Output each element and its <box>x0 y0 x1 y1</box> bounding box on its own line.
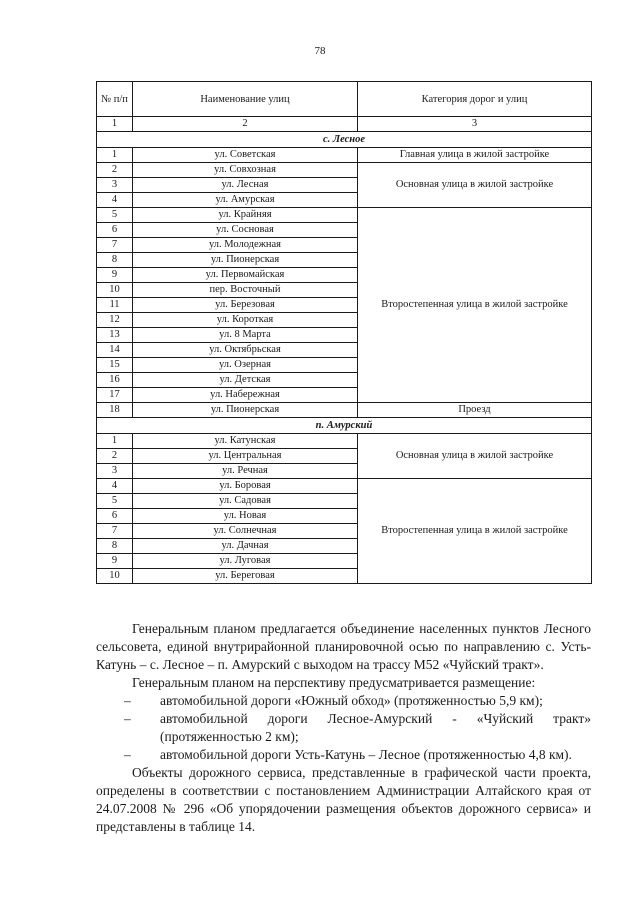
row-number: 6 <box>97 223 133 238</box>
bullet-list <box>96 692 591 764</box>
street-name: пер. Восточный <box>133 283 358 298</box>
street-name: ул. Береговая <box>133 569 358 584</box>
page-number: 78 <box>314 45 326 57</box>
street-name: ул. Озерная <box>133 358 358 373</box>
row-number: 5 <box>97 494 133 509</box>
row-number: 8 <box>97 539 133 554</box>
street-name: ул. Солнечная <box>133 524 358 539</box>
row-number: 10 <box>97 283 133 298</box>
street-category: Второстепенная улица в жилой застройке <box>358 479 592 584</box>
list-item <box>96 746 591 764</box>
row-number: 15 <box>97 358 133 373</box>
street-name: ул. Амурская <box>133 193 358 208</box>
street-name: ул. Луговая <box>133 554 358 569</box>
row-number: 2 <box>97 449 133 464</box>
street-name: ул. Дачная <box>133 539 358 554</box>
table-row <box>97 434 592 449</box>
street-name: ул. Молодежная <box>133 238 358 253</box>
row-number: 4 <box>97 193 133 208</box>
street-name: ул. Центральная <box>133 449 358 464</box>
list-item-text: автомобильной дороги Лесное-Амурский - «Чуйский тракт» (протяженностью 2 км); <box>160 711 591 744</box>
section-title: п. Амурский <box>97 418 592 434</box>
section-title-row <box>97 132 592 148</box>
row-number: 3 <box>97 464 133 479</box>
street-name: ул. Первомайская <box>133 268 358 283</box>
section-title-row <box>97 418 592 434</box>
row-number: 11 <box>97 298 133 313</box>
row-number: 7 <box>97 524 133 539</box>
column-number: 3 <box>358 117 592 132</box>
table-row <box>97 163 592 178</box>
street-name: ул. Садовая <box>133 494 358 509</box>
paragraph: Генеральным планом предлагается объединение населенных пунктов Лесного сельсовета, единой внутрирайонной планировочной осью по направлению с. Усть-Катунь – с. Лесное – п. Амурский с выходом на трассу М52 «Чуйский тракт». <box>96 621 591 672</box>
row-number: 9 <box>97 268 133 283</box>
street-name: ул. Лесная <box>133 178 358 193</box>
row-number: 3 <box>97 178 133 193</box>
street-category: Проезд <box>358 403 592 418</box>
row-number: 18 <box>97 403 133 418</box>
dash-marker: – <box>124 711 131 726</box>
table-row <box>97 148 592 163</box>
street-category: Основная улица в жилой застройке <box>358 163 592 208</box>
street-name: ул. Детская <box>133 373 358 388</box>
row-number: 1 <box>97 148 133 163</box>
street-name: ул. Пионерская <box>133 403 358 418</box>
table-row <box>97 479 592 494</box>
list-item <box>96 710 591 746</box>
row-number: 7 <box>97 238 133 253</box>
street-category: Главная улица в жилой застройке <box>358 148 592 163</box>
street-name: ул. Березовая <box>133 298 358 313</box>
street-name: ул. Сосновая <box>133 223 358 238</box>
row-number: 10 <box>97 569 133 584</box>
column-numbers-row <box>97 117 592 132</box>
street-name: ул. 8 Марта <box>133 328 358 343</box>
table-row <box>97 208 592 223</box>
street-name: ул. Крайняя <box>133 208 358 223</box>
dash-marker: – <box>124 747 131 762</box>
street-name: ул. Совхозная <box>133 163 358 178</box>
list-item-text: автомобильной дороги «Южный обход» (протяженностью 5,9 км); <box>160 693 543 708</box>
section-title: с. Лесное <box>97 132 592 148</box>
list-item-text: автомобильной дороги Усть-Катунь – Лесное (протяженностью 4,8 км). <box>160 747 572 762</box>
column-number: 2 <box>133 117 358 132</box>
row-number: 2 <box>97 163 133 178</box>
header-street-name: Наименование улиц <box>133 82 358 117</box>
street-name: ул. Короткая <box>133 313 358 328</box>
column-number: 1 <box>97 117 133 132</box>
row-number: 9 <box>97 554 133 569</box>
table-header-row <box>97 82 592 117</box>
street-name: ул. Боровая <box>133 479 358 494</box>
street-category: Второстепенная улица в жилой застройке <box>358 208 592 403</box>
header-number: № п/п <box>97 82 133 117</box>
header-category: Категория дорог и улиц <box>358 82 592 117</box>
row-number: 14 <box>97 343 133 358</box>
streets-table <box>96 81 592 584</box>
street-name: ул. Набережная <box>133 388 358 403</box>
row-number: 17 <box>97 388 133 403</box>
row-number: 16 <box>97 373 133 388</box>
row-number: 1 <box>97 434 133 449</box>
row-number: 6 <box>97 509 133 524</box>
row-number: 13 <box>97 328 133 343</box>
body-text <box>96 620 591 836</box>
list-item <box>96 692 591 710</box>
row-number: 8 <box>97 253 133 268</box>
paragraph: Объекты дорожного сервиса, представленные в графической части проекта, определены в соответствии с постановлением Администрации Алтайского края от 24.07.2008 № 296 «Об упорядочении размещения объектов дорожного сервиса» и представлены в таблице 14. <box>96 765 591 834</box>
street-name: ул. Пионерская <box>133 253 358 268</box>
table-row <box>97 403 592 418</box>
row-number: 4 <box>97 479 133 494</box>
street-name: ул. Катунская <box>133 434 358 449</box>
street-category: Основная улица в жилой застройке <box>358 434 592 479</box>
row-number: 5 <box>97 208 133 223</box>
street-name: ул. Речная <box>133 464 358 479</box>
paragraph: Генеральным планом на перспективу предусматривается размещение: <box>132 675 536 690</box>
street-name: ул. Новая <box>133 509 358 524</box>
dash-marker: – <box>124 693 131 708</box>
street-name: ул. Советская <box>133 148 358 163</box>
street-name: ул. Октябрьская <box>133 343 358 358</box>
row-number: 12 <box>97 313 133 328</box>
